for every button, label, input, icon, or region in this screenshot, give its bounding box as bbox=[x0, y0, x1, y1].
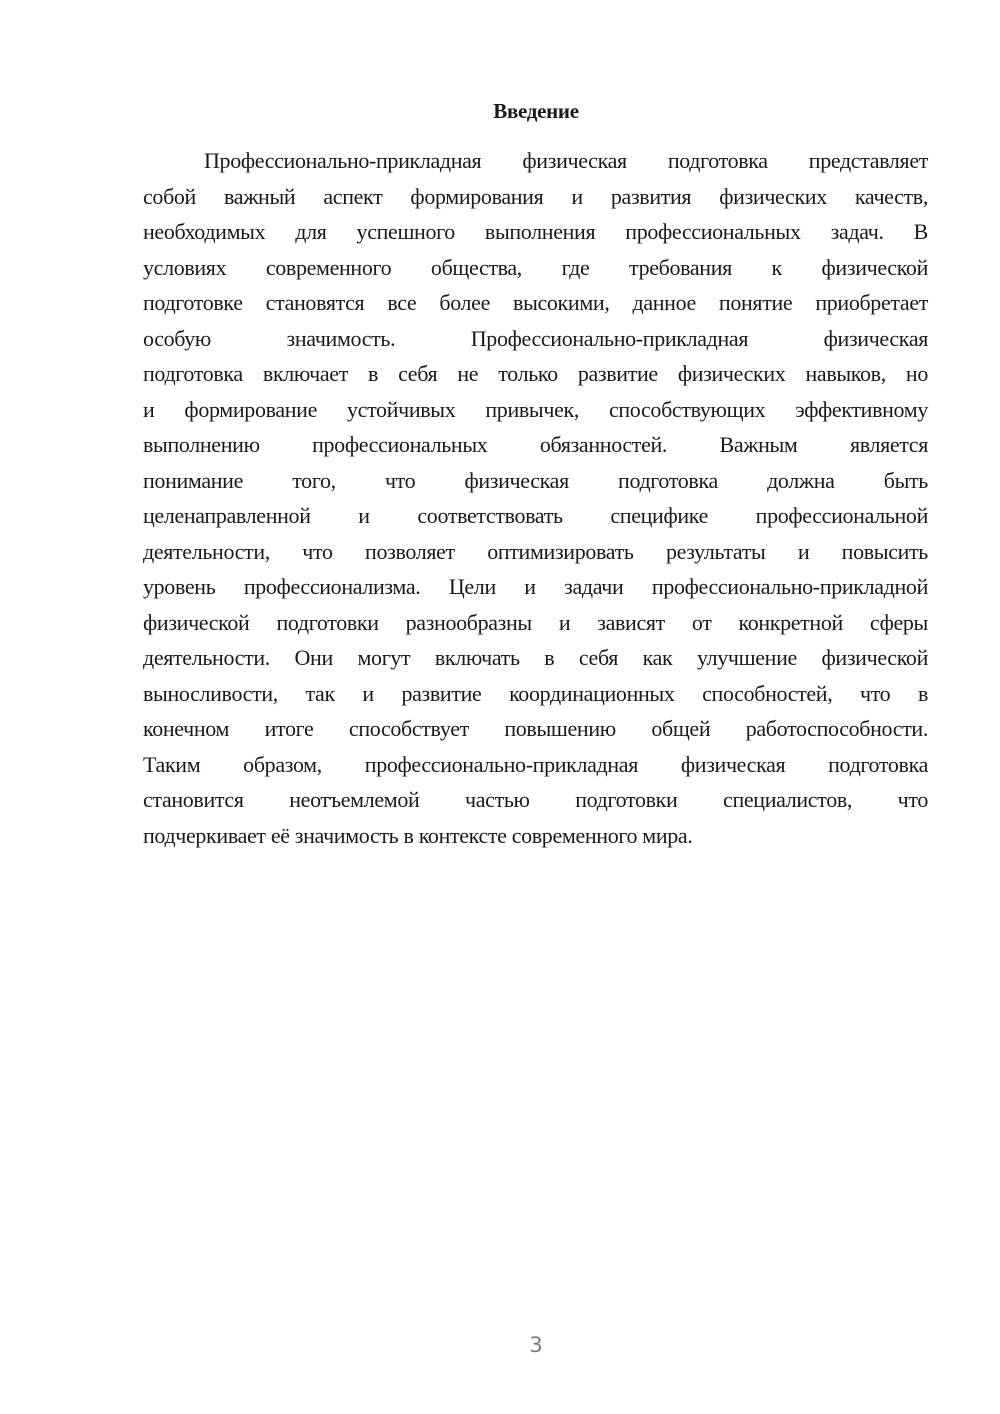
paragraph-line: необходимых для успешного выполнения профессиональных задач. В bbox=[143, 219, 928, 244]
paragraph-line: понимание того, что физическая подготовка должна быть bbox=[143, 467, 928, 493]
paragraph-line: конечном итоге способствует повышению общей работоспособности. bbox=[143, 716, 928, 741]
paragraph-line: выносливости, так и развитие координационных способностей, что в bbox=[143, 680, 928, 706]
page-number: 3 bbox=[529, 1333, 543, 1357]
paragraph-line: уровень профессионализма. Цели и задачи профессионально-прикладной bbox=[143, 574, 928, 599]
paragraph-line: особую значимость. Профессионально-прикладная физическая bbox=[143, 325, 928, 351]
body-paragraph bbox=[143, 143, 928, 853]
paragraph-line: целенаправленной и соответствовать специфике профессиональной bbox=[143, 503, 928, 528]
paragraph-line: становится неотъемлемой частью подготовки специалистов, что bbox=[143, 787, 928, 812]
section-heading: Введение bbox=[493, 99, 579, 123]
paragraph-line: деятельности, что позволяет оптимизировать результаты и повысить bbox=[143, 538, 928, 564]
paragraph-line: подчеркивает её значимость в контексте современного мира. bbox=[143, 822, 693, 848]
paragraph-line: Профессионально-прикладная физическая подготовка представляет bbox=[204, 148, 928, 173]
paragraph-line: Таким образом, профессионально-прикладная физическая подготовка bbox=[143, 751, 928, 777]
paragraph-line: подготовке становятся все более высокими, данное понятие приобретает bbox=[143, 290, 928, 315]
paragraph-line: выполнению профессиональных обязанностей. Важным является bbox=[143, 432, 928, 457]
paragraph-line: собой важный аспект формирования и развития физических качеств, bbox=[143, 183, 928, 209]
paragraph-line: физической подготовки разнообразны и зависят от конкретной сферы bbox=[143, 609, 928, 635]
paragraph-line: подготовка включает в себя не только развитие физических навыков, но bbox=[143, 361, 928, 386]
paragraph-line: деятельности. Они могут включать в себя как улучшение физической bbox=[143, 645, 928, 670]
paragraph-line: условиях современного общества, где требования к физической bbox=[143, 254, 928, 280]
paragraph-line: и формирование устойчивых привычек, способствующих эффективному bbox=[143, 396, 928, 422]
